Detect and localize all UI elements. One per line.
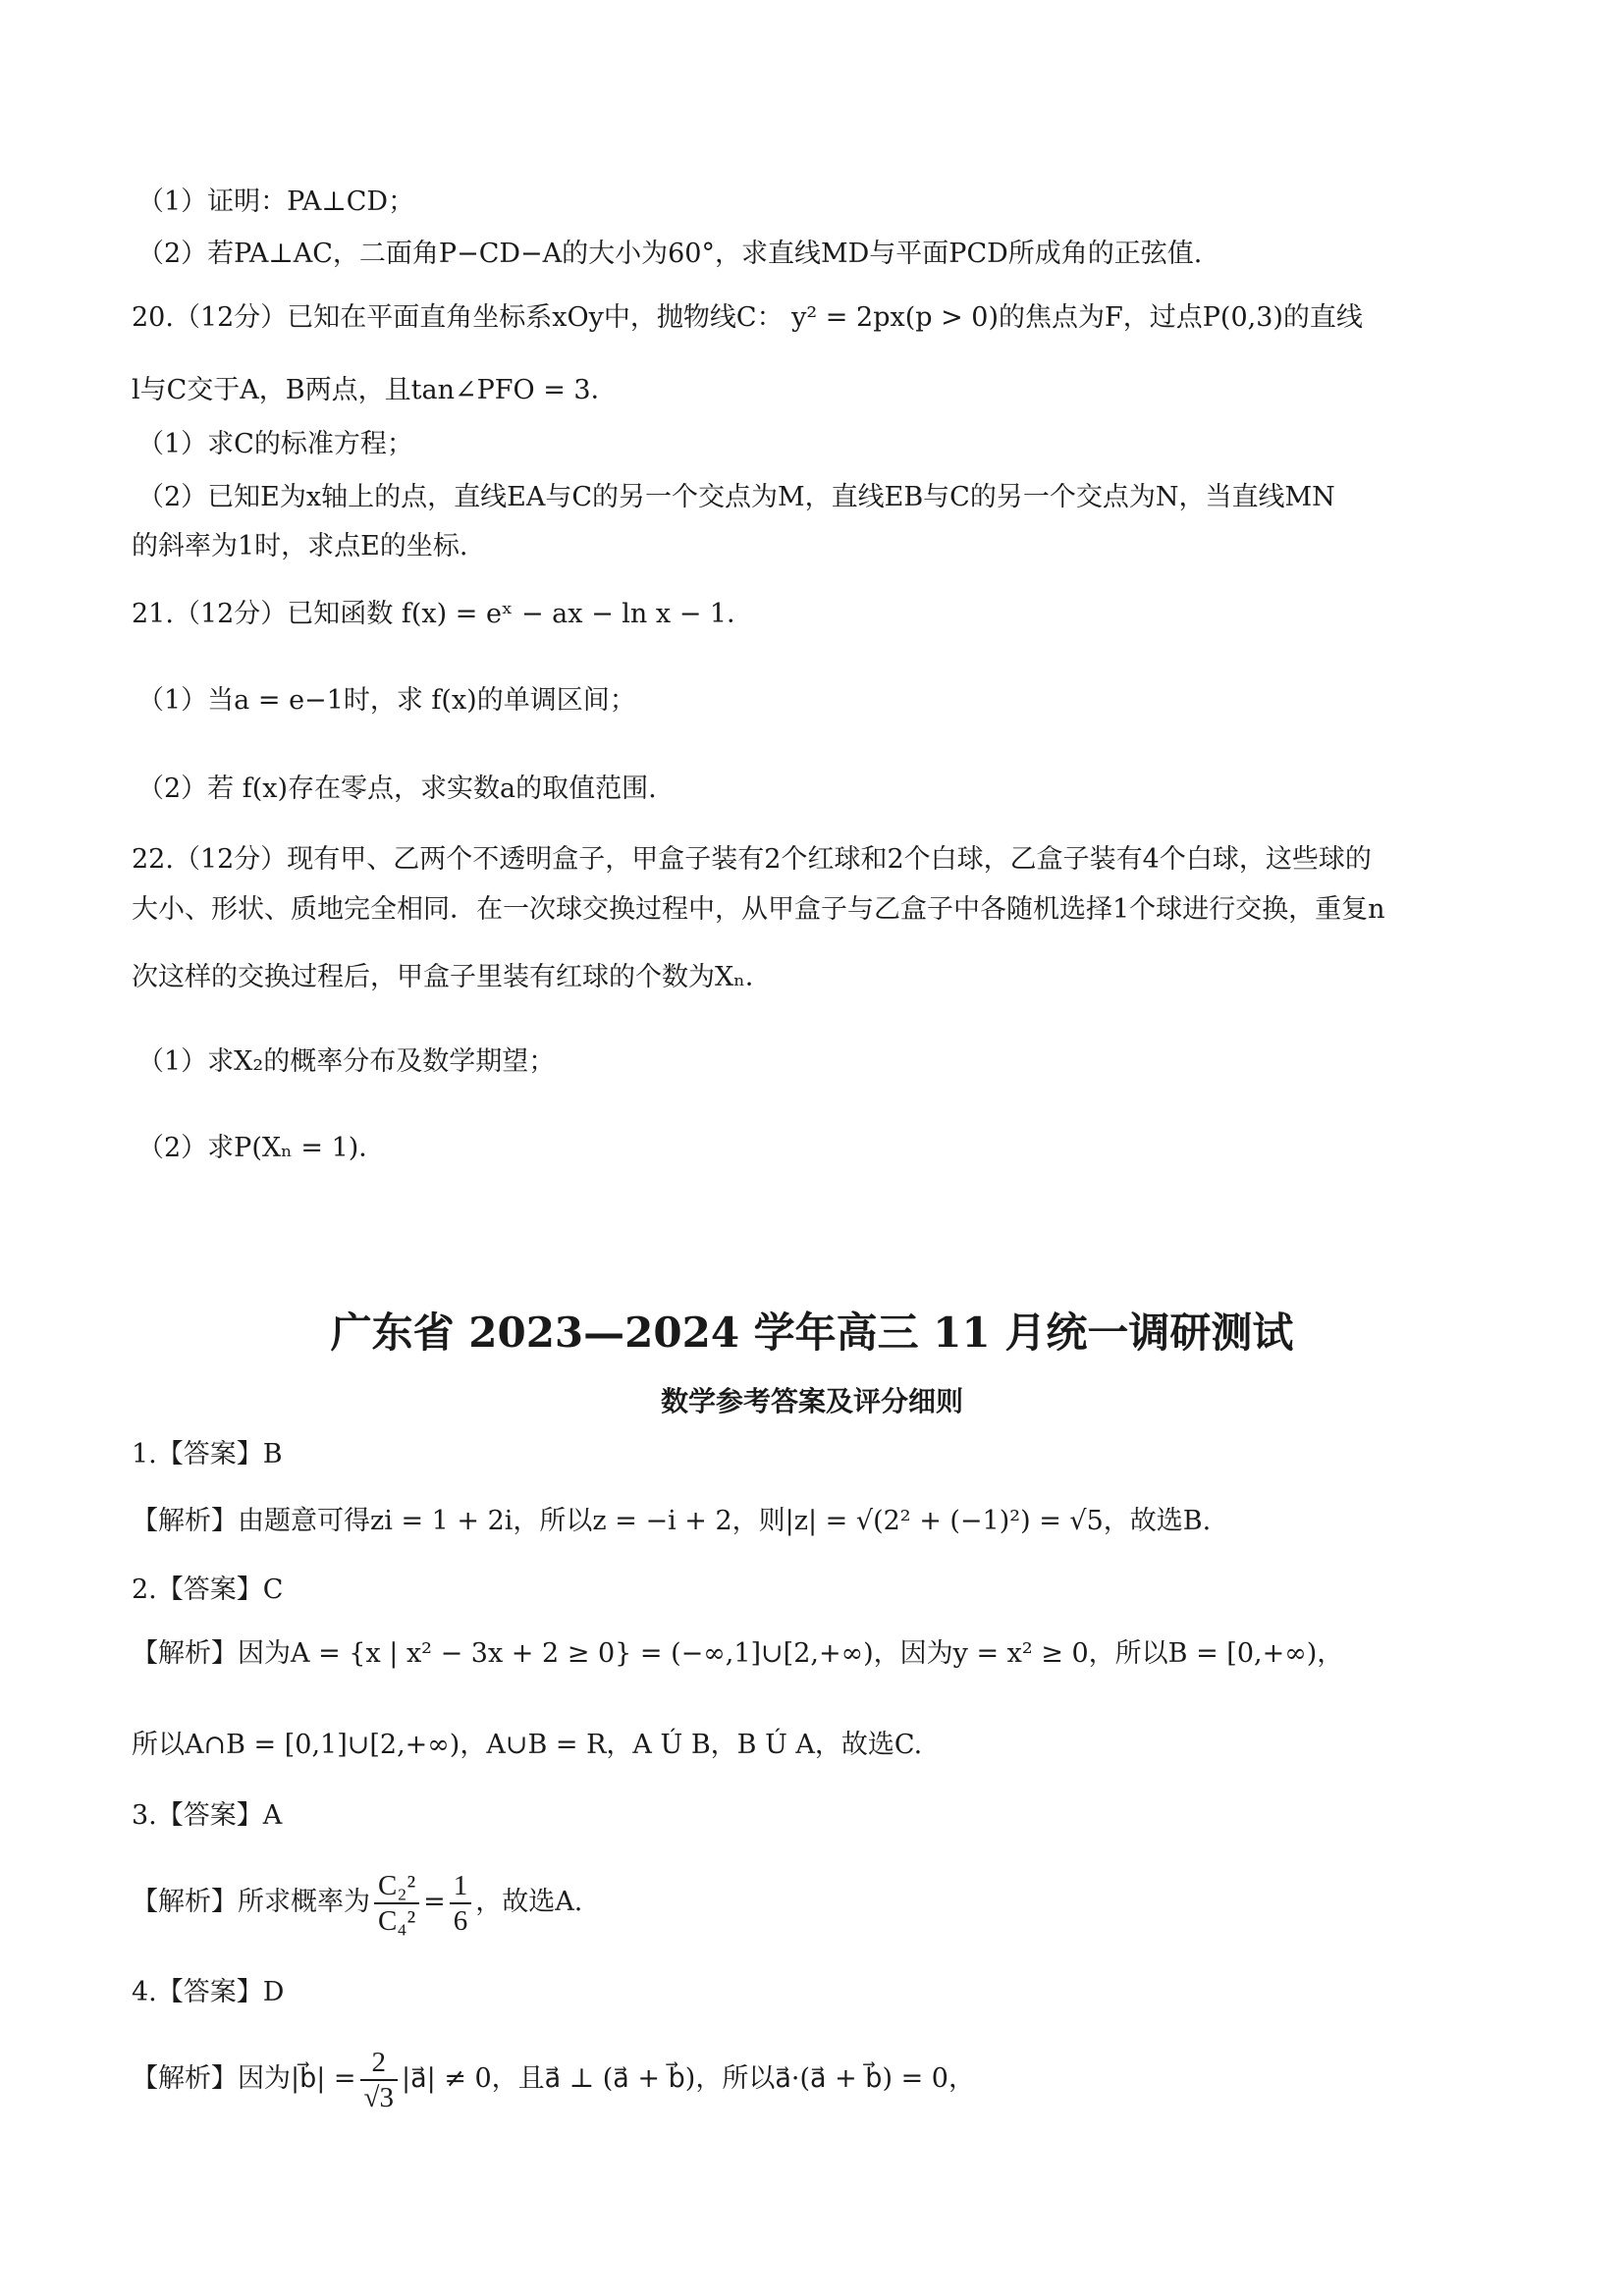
answer-1-analysis: 【解析】由题意可得zi = 1 + 2i，所以z = −i + 2，则|z| = √(2² + (−1)²) = √5，故选B. (132, 1506, 1212, 1536)
answer-3-suffix: ，故选A. (475, 1887, 583, 1917)
answer-3-analysis (132, 1863, 1516, 1942)
answer-4-denominator: √3 (363, 2081, 394, 2113)
p20-part1: （1）求C的标准方程； (137, 429, 413, 459)
p20-stem-line2: l与C交于A，B两点，且tan∠PFO = 3． (132, 375, 618, 405)
answer-4-suffix: |a⃗| ≠ 0，且a⃗ ⊥ (a⃗ + b⃗)，所以a⃗·(a⃗ + b⃗) = 0， (401, 2063, 975, 2094)
p21-part1: （1）当a = e−1时，求 f(x)的单调区间； (137, 685, 636, 716)
p20-part2-line2: 的斜率为1时，求点E的坐标. (132, 531, 468, 561)
p20-stem-line1: 20.（12分）已知在平面直角坐标系xOy中，抛物线C： y² = 2px(p > 0)的焦点为F，过点P(0,3)的直线 (132, 302, 1363, 333)
p22-stem-line1: 22.（12分）现有甲、乙两个不透明盒子，甲盒子装有2个红球和2个白球，乙盒子装有4个白球，这些球的 (132, 844, 1372, 875)
p22-part2: （2）求P(Xₙ = 1)． (137, 1133, 386, 1163)
answer-1-label: 1.【答案】B (132, 1439, 283, 1469)
answer-4-numerator: 2 (360, 2046, 398, 2081)
p22-stem-line2: 大小、形状、质地完全相同．在一次球交换过程中，从甲盒子与乙盒子中各随机选择1个球进行交换，重复n (132, 894, 1385, 925)
answer-3-prefix: 【解析】所求概率为 (132, 1887, 370, 1917)
p19-part1: （1）证明：PA⊥CD； (137, 187, 415, 217)
answer-key-subtitle: 数学参考答案及评分细则 (660, 1385, 963, 1417)
p22-part1: （1）求X₂的概率分布及数学期望； (137, 1046, 556, 1077)
answer-3-result-denominator: 6 (453, 1904, 468, 1937)
p21-stem: 21.（12分）已知函数 f(x) = eˣ − ax − ln x − 1． (132, 599, 754, 629)
answer-3-fraction-result (450, 1869, 472, 1938)
answer-2-analysis-line2: 所以A∩B = [0,1]∪[2,+∞)，A∪B = R，A Ú B，B Ú A，故选C. (132, 1730, 923, 1760)
p22-stem-line3: 次这样的交换过程后，甲盒子里装有红球的个数为Xₙ． (132, 962, 772, 992)
answer-key-title: 广东省 2023—2024 学年高三 11 月统一调研测试 (330, 1308, 1294, 1357)
answer-3-denominator: C₄² (378, 1904, 416, 1937)
answer-3-equals: = (423, 1887, 446, 1917)
answer-3-numerator: C₂² (374, 1869, 419, 1904)
answer-4-label: 4.【答案】D (132, 1977, 285, 2007)
answer-2-label: 2.【答案】C (132, 1575, 284, 1605)
p20-part2-line1: （2）已知E为x轴上的点，直线EA与C的另一个交点为M，直线EB与C的另一个交点为N，当直线MN (137, 482, 1335, 512)
answer-3-result-numerator: 1 (450, 1869, 472, 1904)
answer-4-analysis (132, 2040, 1516, 2118)
answer-4-prefix: 【解析】因为|b⃗| = (132, 2063, 356, 2094)
p19-part2: （2）若PA⊥AC，二面角P−CD−A的大小为60°，求直线MD与平面PCD所成角的正弦值. (137, 239, 1203, 269)
answer-2-analysis-line1: 【解析】因为A = {x | x² − 3x + 2 ≥ 0} = (−∞,1]∪[2,+∞)，因为y = x² ≥ 0，所以B = [0,+∞)， (132, 1638, 1344, 1669)
answer-4-fraction (360, 2046, 398, 2114)
answer-3-fraction-combination (374, 1869, 419, 1938)
p21-part2: （2）若 f(x)存在零点，求实数a的取值范围. (137, 774, 657, 804)
answer-3-label: 3.【答案】A (132, 1800, 283, 1831)
